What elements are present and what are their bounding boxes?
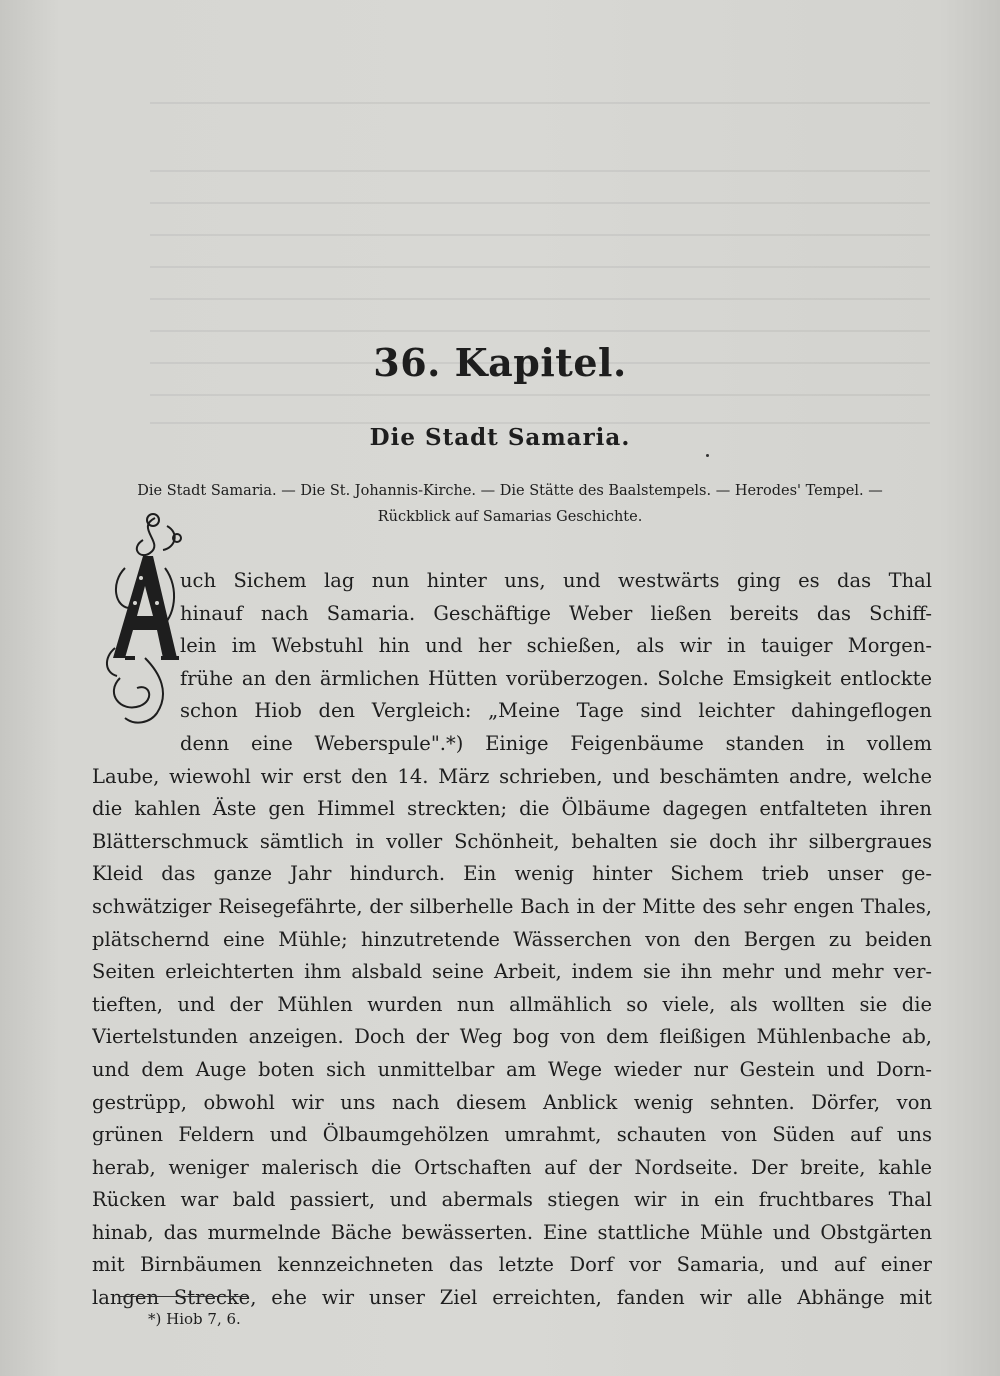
text-line: schon Hiob den Vergleich: „Meine Tage sind leichter dahingeflogen bbox=[180, 699, 932, 723]
text-line: grünen Feldern und Ölbaumgehölzen umrahmt, schauten von Süden auf uns bbox=[92, 1123, 932, 1147]
section-title: Die Stadt Samaria. bbox=[369, 424, 631, 451]
chapter-title: 36. Kapitel. bbox=[373, 340, 627, 385]
footnote: *) Hiob 7, 6. bbox=[148, 1310, 241, 1328]
text-line: Rücken war bald passiert, und abermals stiegen wir in ein fruchtbares Thal bbox=[92, 1188, 932, 1212]
text-line: mit Birnbäumen kennzeichneten das letzte Dorf vor Samaria, und auf einer bbox=[92, 1253, 932, 1277]
summary-line: Die Stadt Samaria. — Die St. Johannis-Kirche. — Die Stätte des Baalstempels. — Herodes' Tempel. — bbox=[137, 483, 883, 499]
footnote-rule bbox=[118, 1296, 248, 1297]
text-line: gestrüpp, obwohl wir uns nach diesem Anblick wenig sehnten. Dörfer, von bbox=[92, 1090, 932, 1114]
body-text bbox=[92, 565, 932, 1315]
text-line: Kleid das ganze Jahr hindurch. Ein wenig hinter Sichem trieb unser ge- bbox=[92, 862, 932, 886]
print-speck bbox=[706, 454, 709, 457]
text-line: denn eine Weberspule".*) Einige Feigenbäume standen in vollem bbox=[180, 731, 932, 755]
text-line: hinab, das murmelnde Bäche bewässerten. Eine stattliche Mühle und Obstgärten bbox=[92, 1220, 932, 1244]
text-line: Laube, wiewohl wir erst den 14. März schrieben, und beschämten andre, welche bbox=[92, 764, 932, 788]
summary-line: Rückblick auf Samarias Geschichte. bbox=[377, 509, 643, 525]
text-line: frühe an den ärmlichen Hütten vorüberzogen. Solche Emsigkeit entlockte bbox=[180, 666, 932, 690]
text-line: Blätterschmuck sämtlich in voller Schönheit, behalten sie doch ihr silbergraues bbox=[92, 829, 932, 853]
text-line: plätschernd eine Mühle; hinzutretende Wässerchen von den Bergen zu beiden bbox=[92, 927, 932, 951]
text-line: lein im Webstuhl hin und her schießen, als wir in tauiger Morgen- bbox=[180, 634, 932, 658]
chapter-summary bbox=[90, 478, 930, 530]
text-line: schwätziger Reisegefährte, der silberhelle Bach in der Mitte des sehr engen Thales, bbox=[92, 894, 932, 918]
text-line: Viertelstunden anzeigen. Doch der Weg bog von dem fleißigen Mühlenbache ab, bbox=[92, 1025, 932, 1049]
text-line: tieften, und der Mühlen wurden nun allmählich so viele, als wollten sie die bbox=[92, 992, 932, 1016]
text-line: hinauf nach Samaria. Geschäftige Weber ließen bereits das Schiff- bbox=[180, 601, 932, 625]
text-line: die kahlen Äste gen Himmel streckten; die Ölbäume dagegen entfalteten ihren bbox=[92, 797, 932, 821]
text-line: langen Strecke, ehe wir unser Ziel erreichten, fanden wir alle Abhänge mit bbox=[92, 1286, 932, 1310]
text-line: und dem Auge boten sich unmittelbar am Wege wieder nur Gestein und Dorn- bbox=[92, 1057, 932, 1081]
text-line: Seiten erleichterten ihm alsbald seine Arbeit, indem sie ihn mehr und mehr ver- bbox=[92, 960, 932, 984]
text-line: herab, weniger malerisch die Ortschaften auf der Nordseite. Der breite, kahle bbox=[92, 1155, 932, 1179]
text-line: uch Sichem lag nun hinter uns, und westwärts ging es das Thal bbox=[180, 569, 932, 592]
